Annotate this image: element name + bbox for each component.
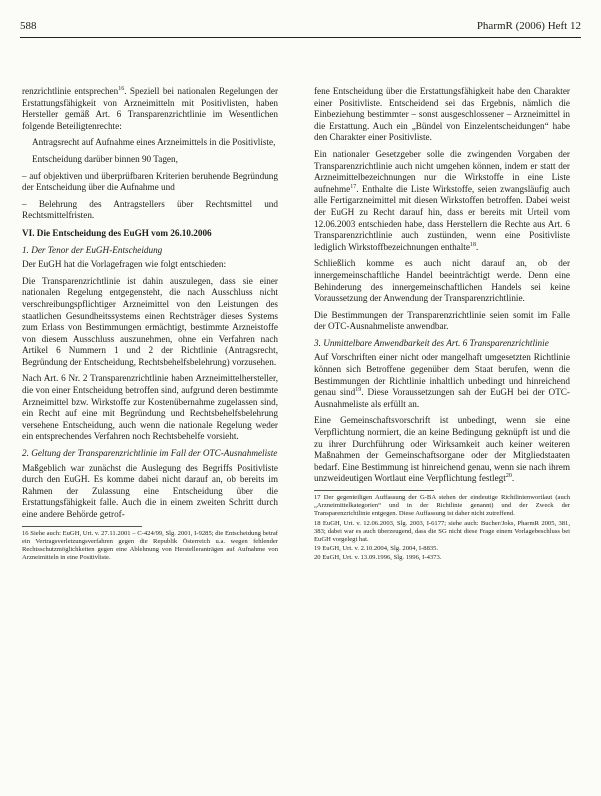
- paragraph: Schließlich komme es auch nicht darauf an, ob der innergemeinschaftliche Handel beeinträchtigt werde. Denn eine Behinderung des innergemeinschaftlichen Handels sei keine Voraussetzung der Anwendung der Transparenzrichtlinie.: [314, 258, 570, 304]
- page-number: 588: [20, 20, 37, 32]
- right-column: [314, 86, 570, 564]
- paragraph: Auf Vorschriften einer nicht oder mangelhaft umgesetzten Richtlinie können sich Betroffene gegenüber dem Staat berufen, wenn die Bestimmungen der Richtlinie inhaltlich unbedingt und hinreichend genau sind$^{19}$. Diese Voraussetzungen sah der EuGH bei der OTC-Ausnahmeliste als erfüllt an.: [314, 352, 570, 409]
- header-rule: [20, 37, 581, 38]
- list-item: – Belehrung des Antragstellers über Rechtsmittel und Rechtsmittelfristen.: [22, 198, 278, 221]
- paragraph: Ein nationaler Gesetzgeber solle die zwingenden Vorgaben der Transparenzrichtlinie auch nicht umgehen können, indem er statt der Arzneimittelbezeichnungen nur die Wirkstoffe in eine Liste aufnehme$^{17}$. Enthalte die Liste Wirkstoffe, seien zwangsläufig auch alle Fertigarzneimittel mit diesen Wirkstoffen betroffen. Dabei weist der EuGH zu Recht darauf hin, dass er bereits mit Urteil vom 12.06.2003 entschieden habe, dass Herstellern die Rechte aus Art. 6 Transparenzrichtlinie auch zustünden, wenn eine Positivliste lediglich Wirkstoffbezeichnungen enthalte$^{18}$.: [314, 148, 570, 252]
- paragraph: Eine Gemeinschaftsvorschrift ist unbedingt, wenn sie eine Verpflichtung normiert, die an keine Bedingung geknüpft ist und die zu ihrer Durchführung oder Wirksamkeit auch keiner weiteren Maßnahmen der Gemeinschaftsorgane oder der Mitgliedstaaten bedarf. Eine Bestimmung ist hinreichend genau, wenn sie nach ihrem unzweideutigen Wortlaut eine Verpflichtung festlegt$^{20}$.: [314, 415, 570, 484]
- footnote-ref[interactable]: 18: [469, 241, 476, 248]
- running-header: [20, 20, 581, 36]
- left-column: [22, 86, 278, 563]
- footnote: 20 EuGH, Urt. v. 13.09.1996, Slg. 1996, I-4373.: [314, 554, 442, 562]
- footnote: 19 EuGH, Urt. v. 2.10.2004, Slg. 2004, I-8835.: [314, 545, 439, 553]
- footnote: 16 Siehe auch: EuGH, Urt. v. 27.11.2001 – C-424/99, Slg. 2001, I-9285; die Entscheidung betraf ein Vertragsverletzungsverfahren gegen die Republik Österreich u.a. wegen fehlender Rechtsschutzmöglichkeiten gegen eine Ablehnung von Herstelleranträgen auf Aufnahme von Arzneimitteln in eine Positivliste.: [22, 529, 278, 562]
- subsection-heading: 2. Geltung der Transparenzrichtlinie im Fall der OTC-Ausnahmeliste: [22, 448, 278, 459]
- paragraph: Maßgeblich war zunächst die Auslegung des Begriffs Positivliste durch den EuGH. Es komme dabei nicht darauf an, ob bereits im Rahmen der Zulassung eine Entscheidung über die Erstattungsfähigkeit falle. Auch die in einem zweiten Schritt durch eine andere Behörde getrof-: [22, 462, 278, 519]
- paragraph: renzrichtlinie entsprechen$^{16}$. Speziell bei nationalen Regelungen der Erstattungsfähigkeit von Arzneimitteln mit Positivlisten, haben Hersteller gemäß Art. 6 Transparenzrichtlinie im Wesentlichen folgende Beteiligtenrechte:: [22, 85, 278, 131]
- footnote-ref[interactable]: 17: [350, 183, 357, 190]
- paragraph: Nach Art. 6 Nr. 2 Transparenzrichtlinie haben Arzneimittelhersteller, die von einer Entscheidung betroffen sind, aufgrund deren bestimmte Arzneimittel bzw. Wirkstoffe zur Kostenübernahme zugelassen sind, ein Recht auf eine mit Begründung und Rechtsbehelfsbelehrung versehene Entscheidung, auch wenn die nationale Regelung weder ein entsprechendes Verfahren noch Rechtsbehelfe vorsieht.: [22, 373, 278, 442]
- footnote-ref[interactable]: 19: [355, 387, 362, 394]
- list-item: Antragsrecht auf Aufnahme eines Arzneimittels in die Positivliste,: [32, 137, 276, 148]
- footnote-rule: [314, 490, 434, 491]
- paragraph: Die Bestimmungen der Transparenzrichtlinie seien somit im Falle der OTC-Ausnahmeliste anwendbar.: [314, 309, 570, 332]
- subsection-heading: 3. Unmittelbare Anwendbarkeit des Art. 6 Transparenzrichtlinie: [314, 337, 549, 348]
- list-item: Entscheidung darüber binnen 90 Tagen,: [32, 153, 178, 164]
- footnote: 18 EuGH, Urt. v. 12.06.2003, Slg. 2003, I-6177; siehe auch: Bucher/Joks, PharmR 2005, 381, 383; dabei war es auch überzeugend, dass die SG nicht diese Frage einem Vorlagebeschluss bei EuGH vorgelegt hat.: [314, 519, 570, 544]
- paragraph: Die Transparenzrichtlinie ist dahin auszulegen, dass sie einer nationalen Regelung entgegensteht, die nach Ausschluss nicht verschreibungspflichtiger Arzneimittel von den Leistungen des staatlichen Gesundheitssystems einen Rechtsträger dieses Systems zum Erlass von Bestimmungen ermächtigt, bestimmte Arzneistoffe von diesem Ausschluss auszunehmen, ohne ein Verfahren nach Artikel 6 Nummern 1 und 2 der Richtlinie (Antragsrecht, Begründung der Entscheidung, Rechtsbehelfsbelehrung) vorzusehen.: [22, 275, 278, 367]
- footnote: 17 Der gegenteiligen Auffassung der G-BA stehen der eindeutige Richtlinienwortlaut (auch „Arzneimittelkategorien“ und in der Richtlinie genannt) und der Zweck der Transparenzrichtlinie entgegen. Diese Auffassung ist daher nicht zutreffend.: [314, 494, 570, 518]
- footnote-ref[interactable]: 16: [118, 85, 125, 92]
- journal-reference: PharmR (2006) Heft 12: [476, 20, 581, 32]
- subsection-heading: 1. Der Tenor der EuGH-Entscheidung: [22, 244, 163, 255]
- list-item: – auf objektiven und überprüfbaren Kriterien beruhende Begründung der Entscheidung über die Aufnahme und: [22, 170, 278, 193]
- paragraph: Der EuGH hat die Vorlagefragen wie folgt entschieden:: [22, 259, 227, 270]
- footnote-ref[interactable]: 20: [505, 473, 512, 480]
- paragraph: fene Entscheidung über die Erstattungsfähigkeit habe den Charakter einer Positivliste. Entscheidend sei das Ergebnis, nämlich die Einbeziehung bestimmter – sonst ausgeschlossener – Arzneimittel in die Erstattung. Auch ein „Bündel von Einzelentscheidungen“ habe den Charakter einer Positivliste.: [314, 86, 570, 143]
- section-heading: VI. Die Entscheidung des EuGH vom 26.10.2006: [22, 227, 212, 238]
- footnote-rule: [22, 526, 142, 527]
